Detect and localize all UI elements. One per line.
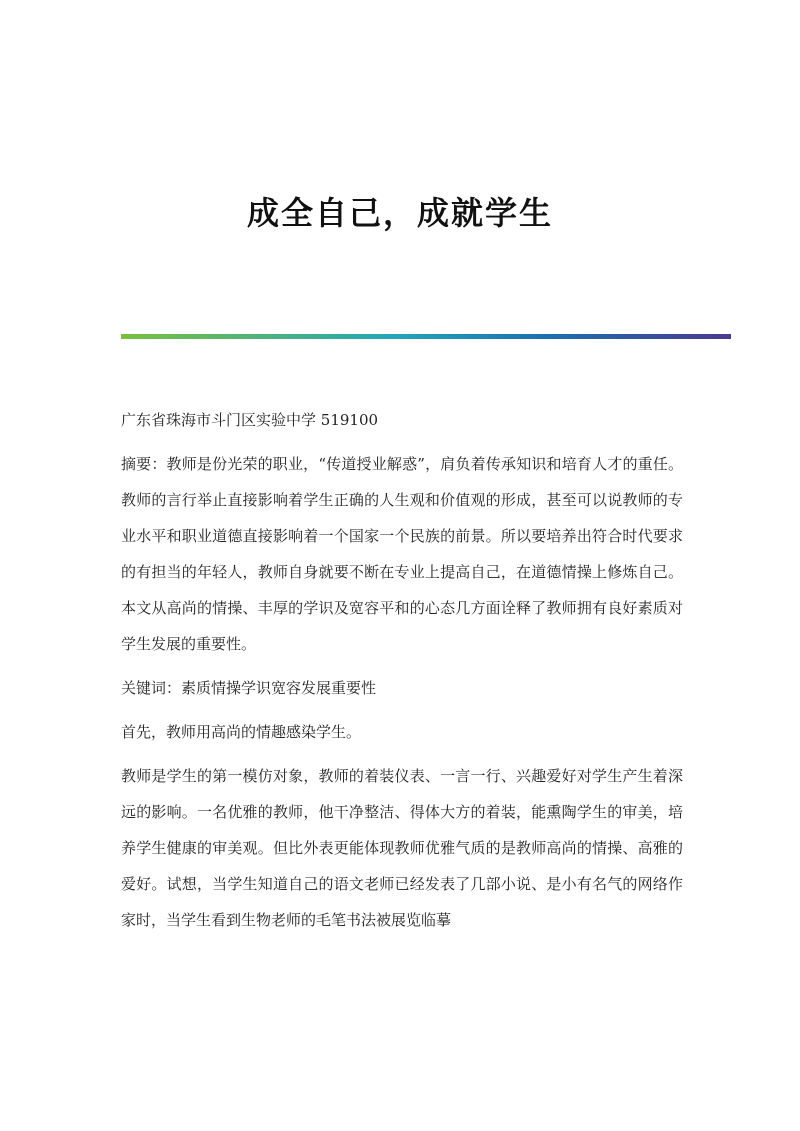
- document-body: [121, 402, 683, 946]
- keywords-line: 关键词：素质情操学识宽容发展重要性: [121, 679, 377, 697]
- abstract-paragraph: 摘要：教师是份光荣的职业，“传道授业解惑”，肩负着传承知识和培育人才的重任。教师的言行举止直接影响着学生正确的人生观和价值观的形成，甚至可以说教师的专业水平和职业道德直接影响着一个国家一个民族的前景。所以要培养出符合时代要求的有担当的年轻人，教师自身就要不断在专业上提高自己，在道德情操上修炼自己。本文从高尚的情操、丰厚的学识及宽容平和的心态几方面诠释了教师拥有良好素质对学生发展的重要性。: [121, 455, 683, 653]
- affiliation: 广东省珠海市斗门区实验中学 519100: [121, 411, 379, 429]
- body-paragraph: 教师是学生的第一模仿对象，教师的着装仪表、一言一行、兴趣爱好对学生产生着深远的影响。一名优雅的教师，他干净整洁、得体大方的着装，能熏陶学生的审美，培养学生健康的审美观。但比外表更能体现教师优雅气质的是教师高尚的情操、高雅的爱好。试想，当学生知道自己的语文老师已经发表了几部小说、是小有名气的网络作家时，当学生看到生物老师的毛笔书法被展览临摹: [121, 767, 683, 929]
- section-heading: 首先，教师用高尚的情趣感染学生。: [121, 723, 362, 741]
- title-divider: [121, 334, 731, 339]
- document-title: 成全自己，成就学生: [246, 194, 553, 232]
